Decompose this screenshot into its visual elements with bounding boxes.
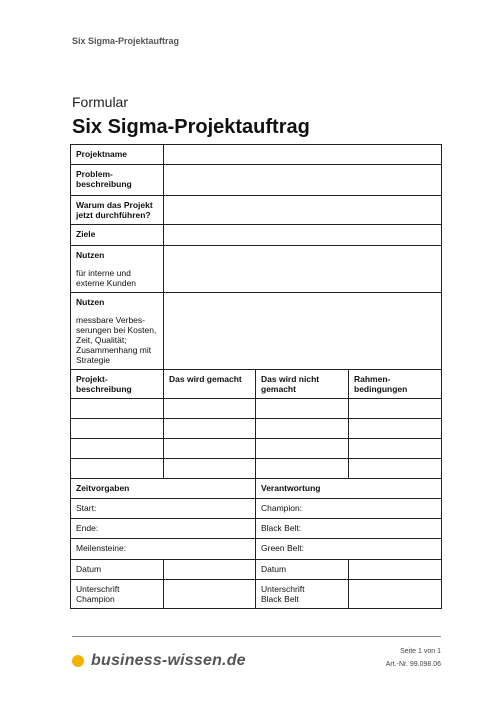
logo-text: business-wissen.de (91, 652, 246, 669)
cell[interactable] (71, 399, 164, 419)
table-row (71, 479, 442, 499)
cell[interactable] (71, 459, 164, 479)
running-header: Six Sigma-Projektauftrag (72, 36, 180, 46)
table-row (71, 519, 442, 539)
cell[interactable] (164, 399, 256, 419)
label-green-belt: Green Belt: (261, 543, 304, 553)
field-green-belt[interactable] (256, 539, 442, 560)
label-unterschrift-champion: Unterschrift Champion (71, 580, 164, 609)
label-nutzen-kunden (71, 246, 164, 293)
label-ziele: Ziele (71, 225, 164, 246)
field-datum-champion[interactable] (164, 560, 256, 580)
label-problembeschreibung: Problem- beschreibung (71, 165, 164, 196)
table-row (71, 225, 442, 246)
field-nutzen-messbar[interactable] (164, 293, 442, 370)
label-black-belt: Black Belt: (261, 523, 302, 533)
table-row (71, 196, 442, 225)
table-row (71, 560, 442, 580)
logo-dot-icon (72, 655, 84, 667)
table-row (71, 499, 442, 519)
field-champion[interactable] (256, 499, 442, 519)
document-title: Six Sigma-Projektauftrag (72, 116, 310, 138)
table-row (71, 439, 442, 459)
label-projektname: Projektname (71, 145, 164, 165)
cell[interactable] (164, 459, 256, 479)
field-unterschrift-champion[interactable] (164, 580, 256, 609)
field-start[interactable] (71, 499, 256, 519)
cell[interactable] (349, 439, 442, 459)
table-row (71, 246, 442, 293)
nutzen-messbar-title: Nutzen (76, 297, 105, 307)
label-nutzen-messbar (71, 293, 164, 370)
cell[interactable] (256, 439, 349, 459)
header-zeitvorgaben: Zeitvorgaben (71, 479, 256, 499)
cell[interactable] (349, 399, 442, 419)
cell[interactable] (256, 399, 349, 419)
cell[interactable] (71, 439, 164, 459)
table-row (71, 399, 442, 419)
cell[interactable] (164, 419, 256, 439)
label-ende: Ende: (76, 523, 99, 533)
cell[interactable] (71, 419, 164, 439)
business-wissen-logo (72, 652, 246, 670)
table-row (71, 419, 442, 439)
header-das-wird-gemacht: Das wird gemacht (164, 370, 256, 399)
field-ende[interactable] (71, 519, 256, 539)
article-number: Art.-Nr. 99.098.06 (385, 661, 441, 668)
header-das-wird-nicht-gemacht: Das wird nicht gemacht (256, 370, 349, 399)
label-unterschrift-black-belt: Unterschrift Black Belt (256, 580, 349, 609)
nutzen-kunden-title: Nutzen (76, 250, 105, 260)
table-row (71, 459, 442, 479)
project-form-table (70, 144, 442, 609)
field-black-belt[interactable] (256, 519, 442, 539)
header-rahmenbedingungen: Rahmen- bedingungen (349, 370, 442, 399)
table-row (71, 145, 442, 165)
header-projektbeschreibung: Projekt- beschreibung (71, 370, 164, 399)
label-datum-black-belt: Datum (256, 560, 349, 580)
field-nutzen-kunden[interactable] (164, 246, 442, 293)
table-row (71, 370, 442, 399)
cell[interactable] (349, 419, 442, 439)
label-datum-champion: Datum (71, 560, 164, 580)
label-meilensteine: Meilensteine: (76, 543, 127, 553)
cell[interactable] (256, 459, 349, 479)
field-unterschrift-black-belt[interactable] (349, 580, 442, 609)
label-champion: Champion: (261, 503, 303, 513)
label-start: Start: (76, 503, 97, 513)
table-row (71, 580, 442, 609)
nutzen-kunden-subtitle: für interne und externe Kunden (76, 268, 137, 288)
table-row (71, 293, 442, 370)
header-verantwortung: Verantwortung (256, 479, 442, 499)
field-datum-black-belt[interactable] (349, 560, 442, 580)
field-warum[interactable] (164, 196, 442, 225)
document-kind: Formular (72, 94, 129, 110)
field-problembeschreibung[interactable] (164, 165, 442, 196)
cell[interactable] (349, 459, 442, 479)
cell[interactable] (164, 439, 256, 459)
label-warum: Warum das Projekt jetzt durchführen? (71, 196, 164, 225)
table-row (71, 539, 442, 560)
table-row (71, 165, 442, 196)
cell[interactable] (256, 419, 349, 439)
field-meilensteine[interactable] (71, 539, 256, 560)
nutzen-messbar-subtitle: messbare Verbes- serungen bei Kosten, Zeit, Qualität; Zusammenhang mit Strategie (76, 315, 157, 365)
field-ziele[interactable] (164, 225, 442, 246)
page-number: Seite 1 von 1 (400, 648, 441, 655)
footer-divider (72, 636, 441, 637)
field-projektname[interactable] (164, 145, 442, 165)
